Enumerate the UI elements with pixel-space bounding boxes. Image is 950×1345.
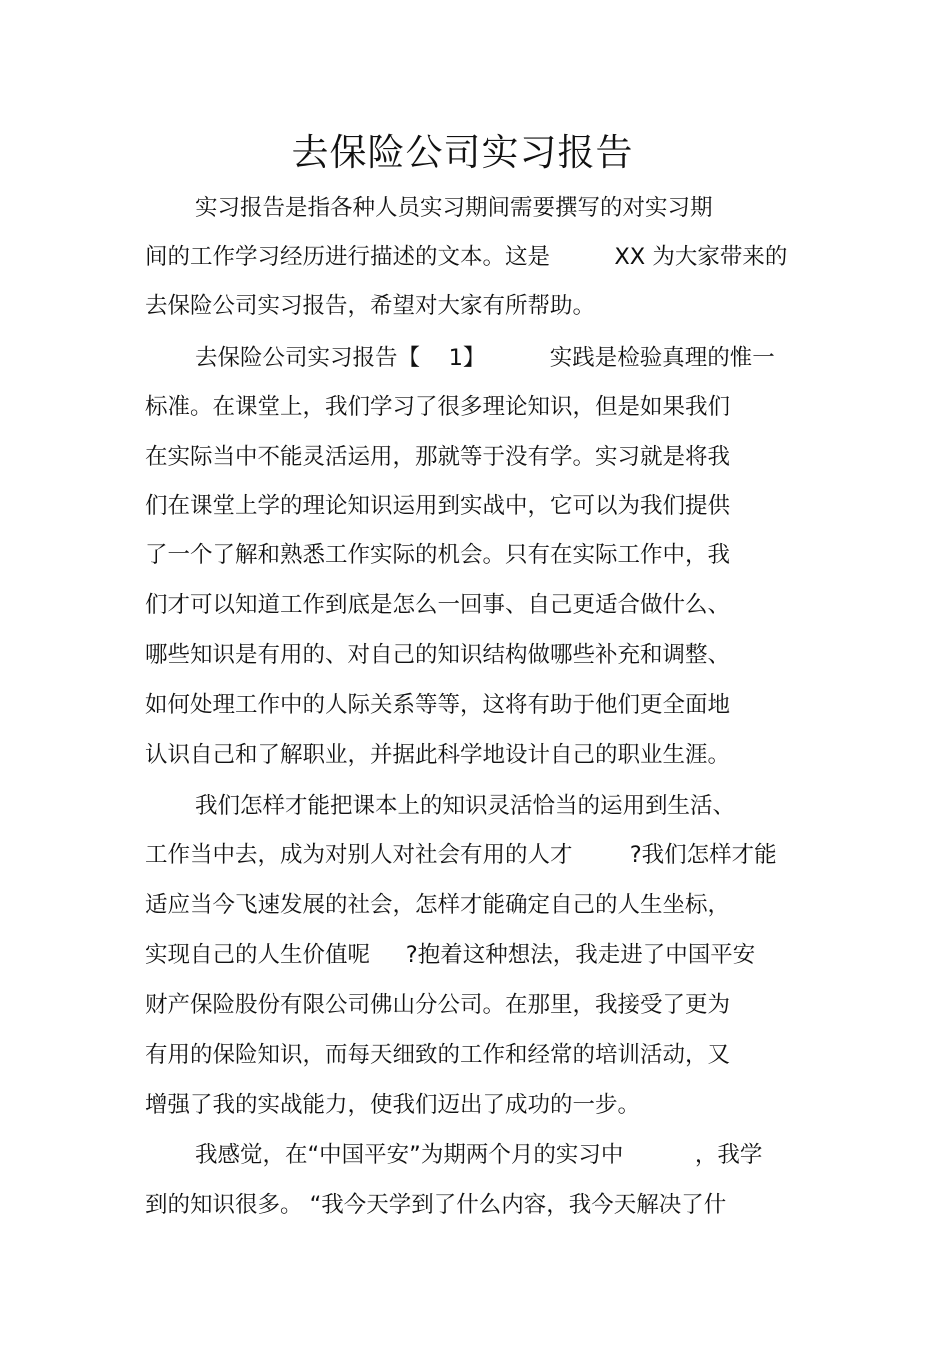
paragraph-line: 到的知识很多。 “我今天学到了什么内容，我今天解决了什 bbox=[145, 1192, 727, 1218]
paragraph-line: 实现自己的人生价值呢 ?抱着这种想法，我走进了中国平安 bbox=[145, 942, 756, 968]
document-title: 去保险公司实习报告 bbox=[291, 131, 634, 174]
paragraph-line: 哪些知识是有用的、对自己的知识结构做哪些补充和调整、 bbox=[145, 642, 731, 668]
paragraph-line: 在实际当中不能灵活运用，那就等于没有学。实习就是将我 bbox=[145, 444, 731, 470]
paragraph-line: 去保险公司实习报告，希望对大家有所帮助。 bbox=[145, 293, 596, 319]
paragraph-line: 了一个了解和熟悉工作实际的机会。只有在实际工作中，我 bbox=[145, 542, 731, 568]
paragraph-line: 们在课堂上学的理论知识运用到实战中，它可以为我们提供 bbox=[145, 493, 731, 519]
paragraph-line: 如何处理工作中的人际关系等等，这将有助于他们更全面地 bbox=[145, 692, 731, 718]
paragraph-line: 财产保险股份有限公司佛山分公司。在那里，我接受了更为 bbox=[145, 992, 731, 1018]
paragraph-line: 有用的保险知识，而每天细致的工作和经常的培训活动，又 bbox=[145, 1042, 731, 1068]
paragraph-line: 去保险公司实习报告【 1】 实践是检验真理的惟一 bbox=[195, 345, 775, 371]
paragraph-line: 标准。在课堂上，我们学习了很多理论知识，但是如果我们 bbox=[145, 394, 731, 420]
paragraph-line: 间的工作学习经历进行描述的文本。这是 XX 为大家带来的 bbox=[145, 244, 788, 270]
paragraph-line: 适应当今飞速发展的社会，怎样才能确定自己的人生坐标， bbox=[145, 892, 731, 918]
paragraph-line: 认识自己和了解职业，并据此科学地设计自己的职业生涯。 bbox=[145, 742, 731, 768]
paragraph-line: 我感觉，在“中国平安”为期两个月的实习中 ，我学 bbox=[195, 1142, 763, 1168]
paragraph-line: 增强了我的实战能力，使我们迈出了成功的一步。 bbox=[145, 1092, 641, 1118]
paragraph-line: 我们怎样才能把课本上的知识灵活恰当的运用到生活、 bbox=[195, 793, 736, 819]
paragraph-line: 实习报告是指各种人员实习期间需要撰写的对实习期 bbox=[195, 195, 713, 221]
paragraph-line: 们才可以知道工作到底是怎么一回事、自己更适合做什么、 bbox=[145, 592, 731, 618]
paragraph-line: 工作当中去，成为对别人对社会有用的人才 ?我们怎样才能 bbox=[145, 842, 777, 868]
